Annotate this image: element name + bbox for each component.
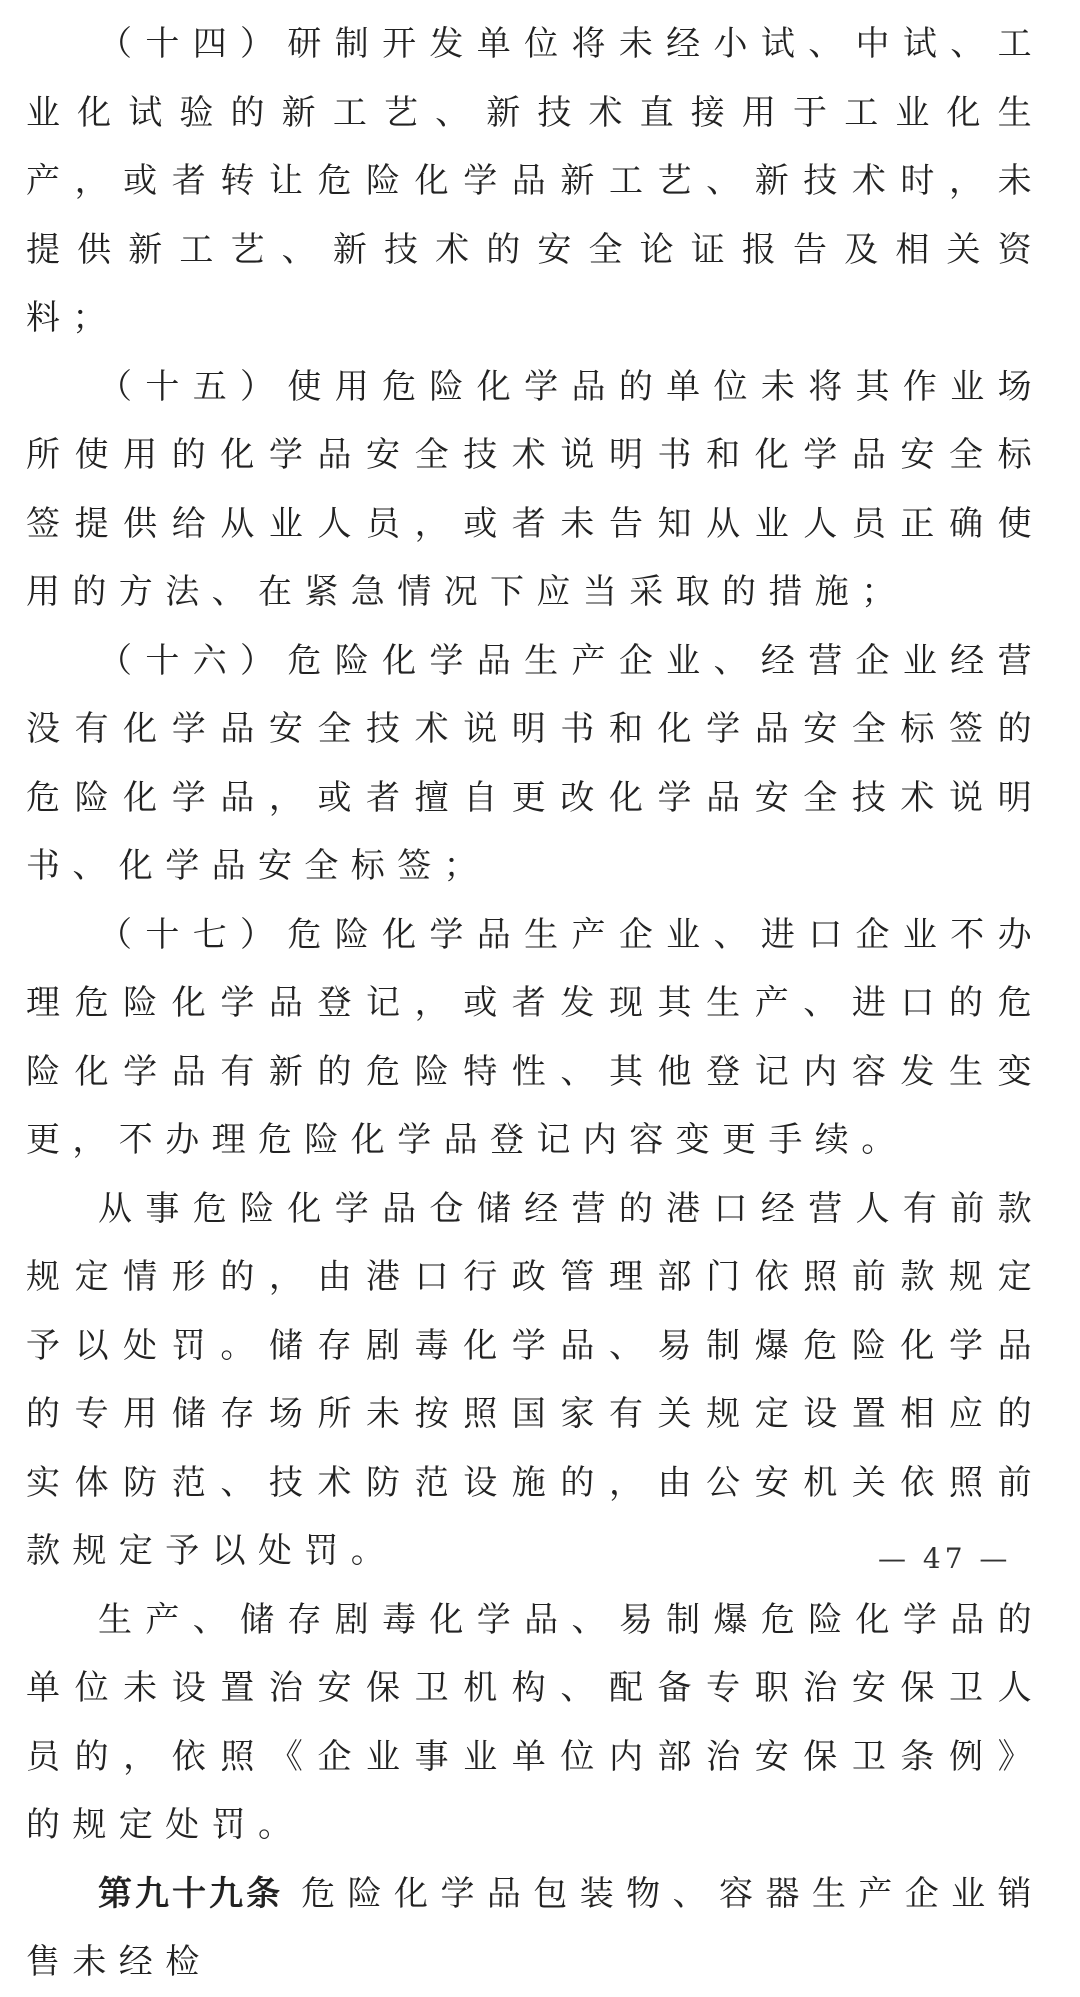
paragraph-item-17: （十七）危险化学品生产企业、进口企业不办理危险化学品登记，或者发现其生产、进口的危险化学品有新的危险特性、其他登记内容发生变更，不办理危险化学品登记内容变更手续。 — [26, 914, 1044, 1160]
article-heading: 第九十九条 — [98, 1873, 284, 1914]
paragraph-security-unit: 生产、储存剧毒化学品、易制爆危险化学品的单位未设置治安保卫机构、配备专职治安保卫人员的，依照《企业事业单位内部治安保卫条例》的规定处罚。 — [26, 1599, 1044, 1845]
paragraph-item-16: （十六）危险化学品生产企业、经营企业经营没有化学品安全技术说明书和化学品安全标签的危险化学品，或者擅自更改化学品安全技术说明书、化学品安全标签； — [26, 640, 1044, 886]
page-number: — 47 — — [878, 1542, 1012, 1575]
paragraph-item-14: （十四）研制开发单位将未经小试、中试、工业化试验的新工艺、新技术直接用于工业化生产，或者转让危险化学品新工艺、新技术时，未提供新工艺、新技术的安全论证报告及相关资料； — [26, 24, 1044, 338]
paragraph-item-15: （十五）使用危险化学品的单位未将其作业场所使用的化学品安全技术说明书和化学品安全标签提供给从业人员，或者未告知从业人员正确使用的方法、在紧急情况下应当采取的措施； — [26, 366, 1044, 612]
article-text: 危险化学品包装物、容器生产企业销售未经检 — [26, 1873, 1045, 1982]
document-page — [26, 0, 1044, 1997]
paragraph-port-operator: 从事危险化学品仓储经营的港口经营人有前款规定情形的，由港口行政管理部门依照前款规定予以处罚。储存剧毒化学品、易制爆危险化学品的专用储存场所未按照国家有关规定设置相应的实体防范、技术防范设施的，由公安机关依照前款规定予以处罚。 — [26, 1188, 1044, 1571]
article-99 — [26, 1860, 1044, 1997]
